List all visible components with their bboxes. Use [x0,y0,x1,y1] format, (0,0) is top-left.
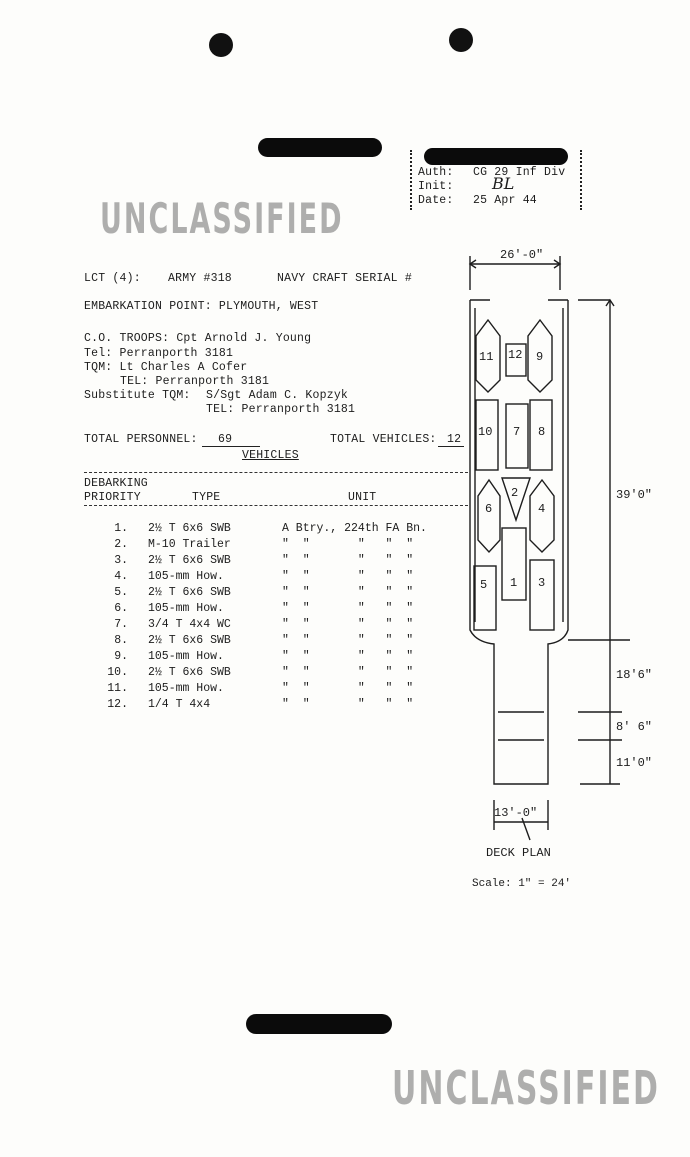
vehicle-unit: " " " " " [282,585,414,599]
vehicle-priority: 2. [114,537,128,551]
embarkation-point: EMBARKATION POINT: PLYMOUTH, WEST [84,300,319,313]
substitute-tqm-name: S/Sgt Adam C. Kopzyk [206,389,349,402]
co-telephone: Tel: Perranporth 3181 [84,347,234,360]
deck-plan [460,240,660,900]
total-personnel-underline [202,446,260,447]
vehicle-row [84,568,482,584]
punch-hole-right [449,28,473,52]
init-label: Init: [418,180,454,193]
substitute-tqm-label: Substitute TQM: [84,389,191,402]
vehicle-priority: 11. [107,681,128,695]
debarking-heading: DEBARKING [84,477,148,490]
vehicle-priority: 10. [107,665,128,679]
slot-label-8: 8 [538,425,546,439]
auth-value: CG 29 Inf Div [473,166,566,179]
vehicle-row [84,600,482,616]
vehicle-type: 2½ T 6x6 SWB [148,585,231,599]
slot-label-12: 12 [508,348,523,362]
vehicle-row [84,552,482,568]
total-personnel-label: TOTAL PERSONNEL: [84,433,198,446]
slot-label-3: 3 [538,576,546,590]
vehicle-type: 3/4 T 4x4 WC [148,617,231,631]
redaction-bottom [246,1014,392,1034]
army-number: ARMY #318 [168,272,232,285]
length-c-label: 11'0" [616,756,653,770]
vehicle-priority: 7. [114,617,128,631]
vehicle-priority: 8. [114,633,128,647]
vehicle-row [84,520,482,536]
date-value: 25 Apr 44 [473,194,537,207]
total-personnel-value: 69 [218,433,233,446]
unclassified-stamp-top: UNCLASSIFIED [100,196,344,245]
unclassified-stamp-bottom: UNCLASSIFIED [392,1062,660,1117]
unit-heading: UNIT [348,491,377,504]
vehicle-unit: " " " " " [282,617,414,631]
slot-6 [478,480,500,552]
vehicle-type: 2½ T 6x6 SWB [148,665,231,679]
vehicle-unit: " " " " " [282,537,414,551]
slot-label-1: 1 [510,576,518,590]
slot-5 [474,566,496,630]
width-bottom-label: 13'-0" [494,806,538,820]
vehicle-type: 2½ T 6x6 SWB [148,553,231,567]
substitute-tqm-telephone: TEL: Perranporth 3181 [206,403,356,416]
type-heading: TYPE [192,491,221,504]
vehicle-table [84,520,482,712]
tqm: TQM: Lt Charles A Cofer [84,361,248,374]
vehicle-unit: " " " " " [282,633,414,647]
vehicle-unit: " " " " " [282,697,414,711]
vehicle-row [84,680,482,696]
slot-label-7: 7 [513,425,521,439]
lct-label: LCT (4): [84,272,141,285]
vehicle-unit: " " " " " [282,601,414,615]
vehicle-unit: " " " " " [282,665,414,679]
vehicle-priority: 12. [107,697,128,711]
vehicle-row [84,584,482,600]
length-a-label: 18'6" [616,668,653,682]
vehicle-type: 105-mm How. [148,569,224,583]
vehicle-type: 1/4 T 4x4 [148,697,211,711]
vehicle-row [84,664,482,680]
vehicle-unit: " " " " " [282,553,414,567]
co-troops: C.O. TROOPS: Cpt Arnold J. Young [84,332,312,345]
slot-label-2: 2 [511,486,519,500]
width-top-label: 26'-0" [500,248,544,262]
tqm-telephone: TEL: Perranporth 3181 [120,375,270,388]
slot-label-6: 6 [485,502,493,516]
vehicle-type: 2½ T 6x6 SWB [148,521,231,535]
vehicle-row [84,632,482,648]
vehicle-type: 105-mm How. [148,601,224,615]
vehicles-heading: VEHICLES [242,449,299,462]
vehicle-priority: 3. [114,553,128,567]
vehicle-priority: 1. [114,521,128,535]
vehicle-unit: " " " " " [282,681,414,695]
vehicle-unit: " " " " " [282,569,414,583]
auth-label: Auth: [418,166,454,179]
vehicle-priority: 9. [114,649,128,663]
vehicle-priority: 6. [114,601,128,615]
redaction-top [258,138,382,157]
vehicle-priority: 4. [114,569,128,583]
vehicle-row [84,536,482,552]
length-main-label: 39'0" [616,488,653,502]
deck-plan-caption: DECK PLAN [486,846,551,860]
length-b-label: 8' 6" [616,720,653,734]
vehicle-unit: " " " " " [282,649,414,663]
total-vehicles-label: TOTAL VEHICLES: [330,433,437,446]
slot-3 [530,560,554,630]
total-vehicles-value: 12 [447,433,462,446]
vehicle-type: 105-mm How. [148,681,224,695]
slot-4 [530,480,554,552]
slot-label-9: 9 [536,350,544,364]
priority-heading: PRIORITY [84,491,141,504]
slot-label-11: 11 [479,350,494,364]
vehicle-unit: A Btry., 224th FA Bn. [282,521,427,535]
init-signature: BL [492,174,515,193]
vehicle-type: 105-mm How. [148,649,224,663]
slot-label-5: 5 [480,578,488,592]
vehicle-row [84,648,482,664]
date-label: Date: [418,194,454,207]
vehicle-type: 2½ T 6x6 SWB [148,633,231,647]
punch-hole-left [209,33,233,57]
navy-craft-serial: NAVY CRAFT SERIAL # [277,272,412,285]
vehicle-priority: 5. [114,585,128,599]
table-top-rule [84,472,468,473]
scale-label: Scale: 1" = 24' [472,878,572,890]
slot-label-4: 4 [538,502,546,516]
slot-label-10: 10 [478,425,493,439]
vehicle-row [84,616,482,632]
vehicle-row [84,696,482,712]
vehicle-type: M-10 Trailer [148,537,231,551]
table-header-rule [84,505,468,506]
